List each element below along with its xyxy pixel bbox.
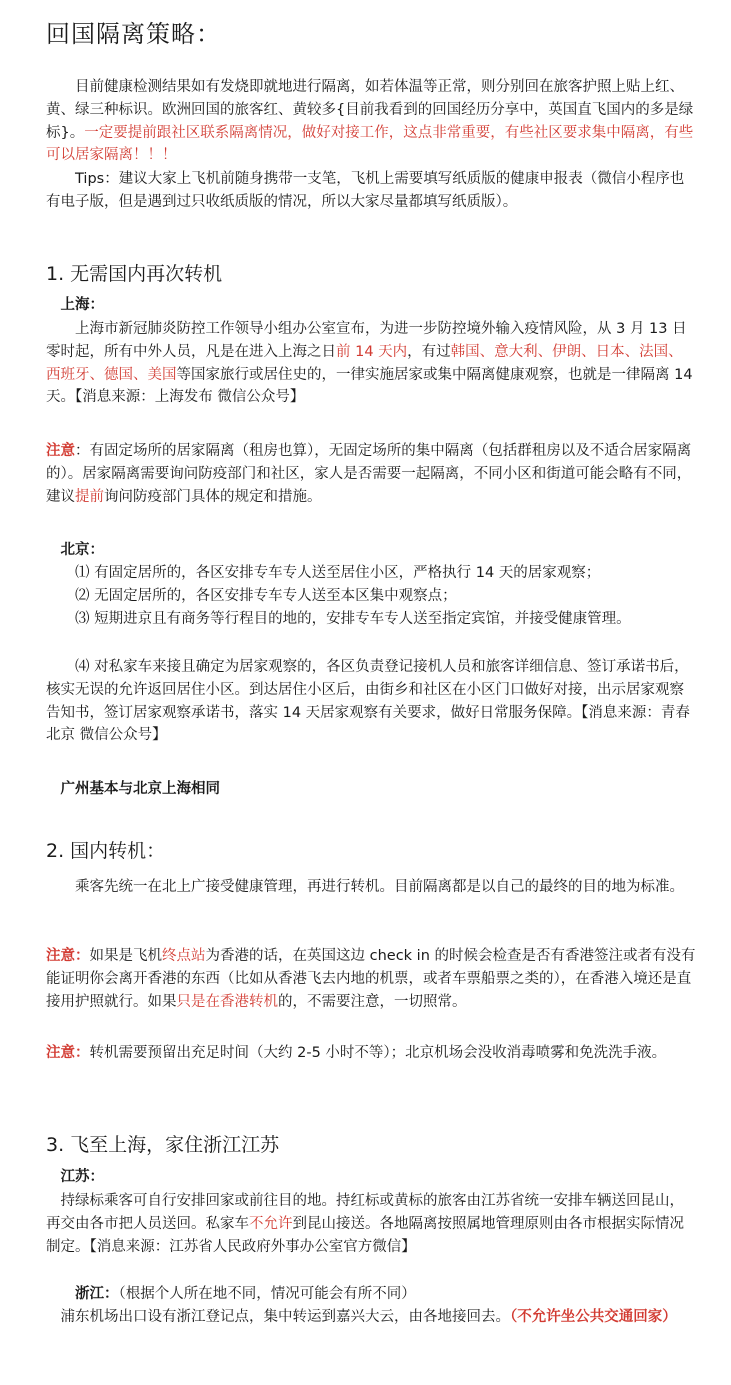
note-text: ：有固定场所的居家隔离（租房也算），无固定场所的集中隔离（包括群租房以及不适合居家隔离的）。居家隔离需要询问防疫部门和社区，家人是否需要一起隔离，不同小区和街道可能会略有不同，建议 (46, 443, 692, 505)
note-highlight: 终点站 (162, 948, 206, 964)
jiangsu-highlight: 不允许 (249, 1215, 293, 1232)
zhejiang-highlight: （不允许坐公共交通回家） (510, 1309, 677, 1325)
zhejiang-paragraph (46, 1306, 696, 1329)
note-label: 注意： (46, 948, 90, 964)
note-highlight: 提前 (75, 488, 104, 505)
transfer-note-1 (46, 945, 696, 1013)
jiangsu-text-2: 到昆山接送。各地隔离按照属地管理原则由各市根据实际情况制定。【消息来源：江苏省人民政府外事办公室官方微信】 (46, 1215, 684, 1255)
intro-text: 目前健康检测结果如有发烧即就地进行隔离，如若体温等正常，则分别回在旅客护照上贴上红、黄、绿三种标识。欧洲回国的旅客红、黄较多{目前我看到的回国经历分享中，英国直飞国内的多是绿标}。 (46, 79, 694, 141)
intro-warning: 一定要提前跟社区联系隔离情况，做好对接工作，这点非常重要，有些社区要求集中隔离，有些可以居家隔离！！！ (46, 124, 694, 164)
section-heading-1: 1. 无需国内再次转机 (46, 263, 223, 285)
zhejiang-label: 浙江： (75, 1286, 119, 1302)
shanghai-paragraph (46, 318, 696, 409)
note-text: 转机需要预留出充足时间（大约 2-5 小时不等）；北京机场会没收消毒喷雾和免洗洗手液。 (89, 1045, 667, 1061)
section-heading-2: 2. 国内转机： (46, 840, 166, 862)
beijing-item-1: ⑴ 有固定居所的，各区安排专车专人送至居住小区，严格执行 14 天的居家观察； (75, 565, 601, 581)
tips-paragraph: Tips：建议大家上飞机前随身携带一支笔，飞机上需要填写纸质版的健康申报表（微信小程序也有电子版，但是遇到过只收纸质版的情况，所以大家尽量都填写纸质版）。 (46, 171, 685, 210)
beijing-label: 北京： (60, 542, 104, 558)
shanghai-note (46, 440, 696, 508)
shanghai-label: 上海： (60, 297, 104, 313)
jiangsu-label: 江苏： (60, 1169, 104, 1185)
section-heading-3: 3. 飞至上海，家住浙江江苏 (46, 1134, 280, 1156)
transfer-paragraph: 乘客先统一在北上广接受健康管理，再进行转机。目前隔离都是以自己的最终的目的地为标准。 (75, 879, 684, 895)
beijing-item-2: ⑵ 无固定居所的，各区安排专车专人送至本区集中观察点； (75, 588, 457, 604)
note-text: 如果是飞机 (89, 948, 162, 964)
page-title: 回国隔离策略： (46, 20, 221, 48)
zhejiang-note: （根据个人所在地不同，情况可能会有所不同） (118, 1286, 416, 1302)
beijing-item-4: ⑷ 对私家车来接且确定为居家观察的，各区负责登记接机人员和旅客详细信息、签订承诺书后，核实无误的允许返回居住小区。到达居住小区后，由街乡和社区在小区门口做好对接，出示居家观察告知书，签订居家观察承诺书，落实 14 天居家观察有关要求，做好日常服务保障。【消息来源：青春北京 微信公众号】 (46, 659, 690, 744)
zhejiang-header (46, 1283, 696, 1306)
guangzhou-note: 广州基本与北京上海相同 (60, 781, 220, 797)
jiangsu-paragraph (46, 1190, 696, 1258)
shanghai-countries-highlight: 韩国、意大利、伊朗、日本、法国、西班牙、德国、美国 (46, 343, 683, 383)
beijing-item-3: ⑶ 短期进京且有商务等行程目的地的，安排专车专人送至指定宾馆，并接受健康管理。 (75, 611, 631, 627)
note-text-2: 询问防疫部门具体的规定和措施。 (104, 488, 322, 505)
transfer-note-2 (46, 1042, 696, 1065)
zhejiang-text: 浦东机场出口设有浙江登记点，集中转运到嘉兴大云，由各地接回去。 (60, 1309, 510, 1325)
shanghai-period-highlight: 前 14 天内 (336, 343, 408, 360)
note-text-3: 的，不需要注意，一切照常。 (278, 993, 467, 1010)
intro-paragraph (46, 76, 696, 167)
note-label: 注意： (46, 1045, 90, 1061)
note-highlight-2: 只是在香港转机 (176, 993, 278, 1010)
shanghai-text: 上海市新冠肺炎防控工作领导小组办公室宣布，为进一步防控境外输入疫情风险，从 3 月 13 日零时起，所有中外人员，凡是在进入上海之日 (46, 321, 687, 360)
shanghai-text-2: ，有过 (407, 343, 451, 360)
jiangsu-text: 持绿标乘客可自行安排回家或前往目的地。持红标或黄标的旅客由江苏省统一安排车辆送回昆山，再交由各市把人员送回。私家车 (46, 1193, 684, 1232)
note-text-2: 为香港的话，在英国这边 check in 的时候会检查是否有香港签注或者有没有能证明你会离开香港的东西（比如从香港飞去内地的机票，或者车票船票之类的），在香港入境还是直接用护照就行。如果 (46, 948, 696, 1010)
note-label: 注意 (46, 443, 75, 459)
shanghai-text-3: 等国家旅行或居住史的，一律实施居家或集中隔离健康观察，也就是一律隔离 14 天。【消息来源：上海发布 微信公众号】 (46, 366, 693, 406)
